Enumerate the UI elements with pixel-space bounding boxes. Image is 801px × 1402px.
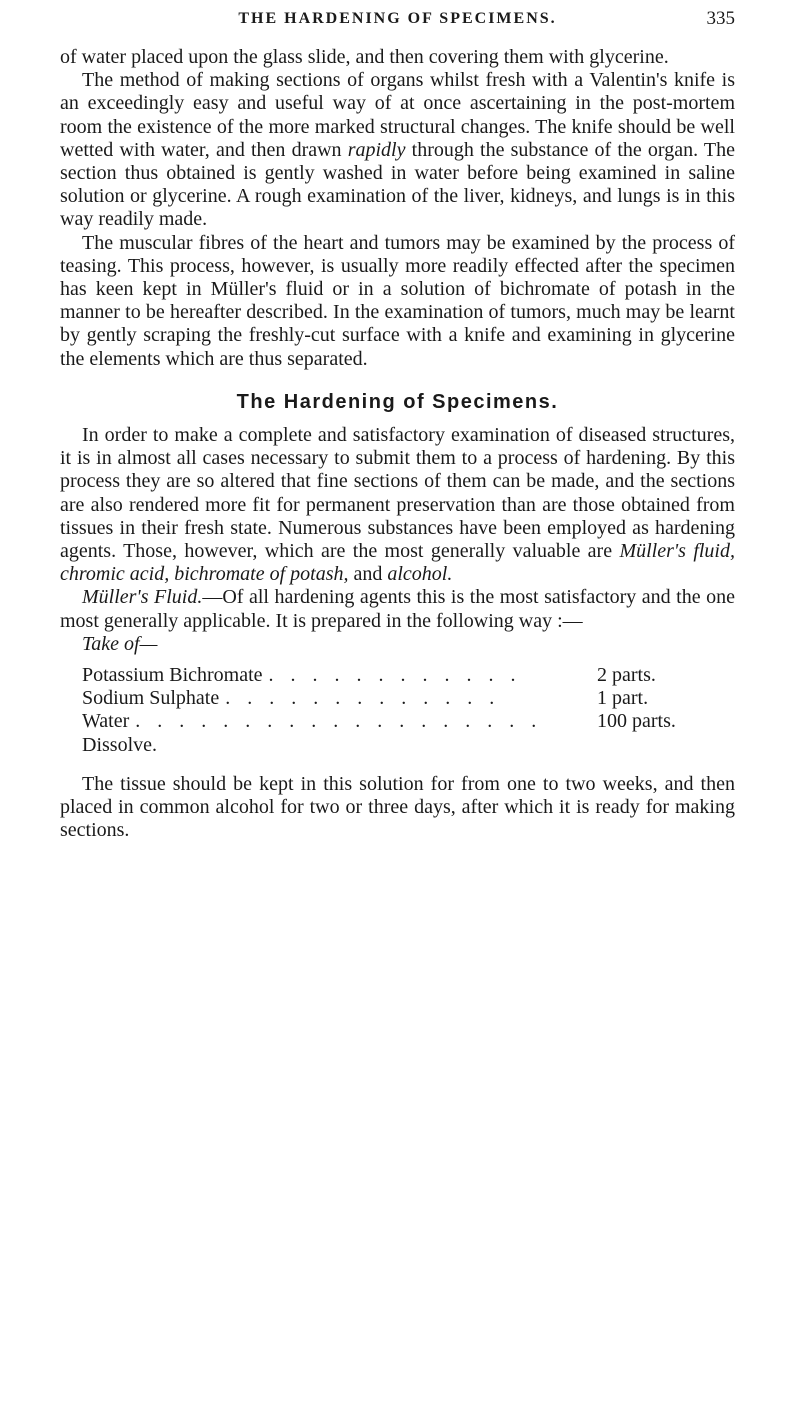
ingredient-quantity: 100 parts. — [597, 710, 676, 733]
running-title: THE HARDENING OF SPECIMENS. — [238, 10, 557, 27]
take-of-label — [60, 633, 735, 656]
page-number: 335 — [706, 8, 735, 29]
recipe-row — [82, 664, 712, 687]
ingredient-name: Potassium Bichromate — [82, 664, 263, 687]
hardening-agents-list: Müller's fluid, chromic acid, bichromate of potash, — [60, 540, 735, 586]
hardening-agent-alcohol: alcohol. — [387, 563, 453, 586]
leader-dots: . . . . . . . . . . . . . . . . . . . — [135, 710, 543, 733]
paragraph-continuation: of water placed upon the glass slide, and then covering them with glycerine. — [60, 46, 669, 68]
section-heading: The Hardening of Specimens. — [236, 390, 559, 413]
paragraph-text: The method of making sections of organs whilst fresh with a Valentin's knife is an exceedingly easy and useful way of at once ascertaining in the post-mortem room the existence of the more marked structural changes. The knife should be well wetted with water, and then drawn — [60, 69, 735, 161]
paragraph-teasing: The muscular fibres of the heart and tumors may be examined by the process of teasing. This process, however, is usually more readily effected after the specimen has keen kept in Müller's fluid or in a solution of bichromate of potash in the manner to be hereafter described. In the examination of tumors, much may be learnt by gently scraping the freshly-cut surface with a knife and examining in glycerine the elements which are thus separated. — [60, 231, 735, 370]
recipe-list — [60, 664, 735, 734]
italic-emphasis: rapidly — [347, 138, 406, 161]
conjunction: and — [348, 563, 388, 586]
paragraph-mullers-fluid — [60, 586, 735, 632]
body-text — [60, 46, 735, 842]
leader-dots: . . . . . . . . . . . . — [268, 664, 522, 687]
book-page — [60, 0, 735, 842]
recipe-row — [82, 710, 712, 733]
running-head — [60, 0, 735, 40]
paragraph-text: —Of all hardening agents this is the most satisfactory and the one most generally applicable. It is prepared in the following way :— — [60, 586, 736, 632]
ingredient-quantity: 1 part. — [597, 687, 649, 710]
leader-dots: . . . . . . . . . . . . . — [225, 687, 501, 710]
paragraph-text: through the substance of the organ. The section thus obtained is gently washed in water before being examined in saline solution or glycerine. A rough examination of the liver, kidneys, and lungs is in this way readily made. — [60, 138, 735, 231]
take-of-text: Take of— — [82, 632, 158, 655]
subsection-title: Müller's Fluid. — [82, 586, 203, 609]
paragraph-hardening-intro — [60, 424, 735, 586]
dissolve-instruction: Dissolve. — [82, 733, 157, 756]
paragraph-valentin-knife — [60, 69, 735, 231]
paragraph-tissue-storage: The tissue should be kept in this solution for from one to two weeks, and then placed in common alcohol for two or three days, after which it is ready for making sections. — [60, 772, 735, 842]
ingredient-quantity: 2 parts. — [597, 664, 656, 687]
recipe-row — [82, 687, 712, 710]
paragraph-text: In order to make a complete and satisfactory examination of diseased structures, it is in almost all cases necessary to submit them to a process of hardening. By this process they are so altered that fine sections of them can be made, and the sections are also rendered more fit for permanent preservation than are those obtained from tissues in their fresh state. Numerous substances have been employed as hardening agents. Those, however, which are the most generally valuable are — [60, 424, 735, 563]
ingredient-name: Water — [82, 710, 130, 733]
ingredient-name: Sodium Sulphate — [82, 687, 220, 710]
